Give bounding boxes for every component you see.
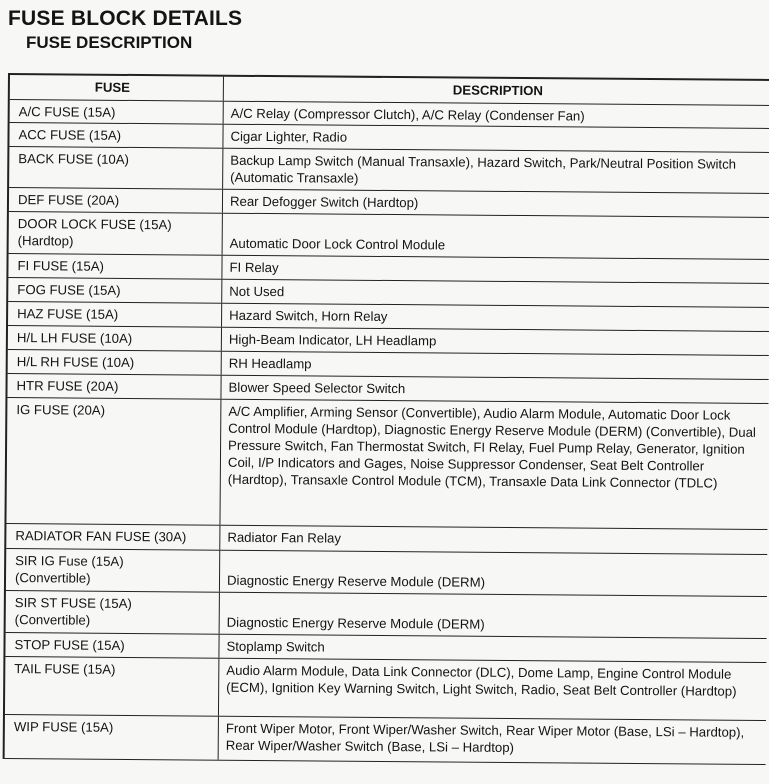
fuse-cell: ACC FUSE (15A) bbox=[9, 123, 223, 148]
description-cell: RH Headlamp bbox=[228, 355, 312, 372]
fuse-cell: H/L RH FUSE (10A) bbox=[8, 350, 222, 375]
description-cell: Cigar Lighter, Radio bbox=[230, 128, 348, 145]
table-row bbox=[9, 147, 769, 194]
table-row bbox=[5, 715, 766, 765]
fuse-cell: H/L LH FUSE (10A) bbox=[8, 326, 222, 351]
fuse-cell: SIR ST FUSE (15A) (Convertible) bbox=[6, 591, 220, 634]
fuse-cell: FI FUSE (15A) bbox=[8, 254, 222, 279]
fuse-cell: FOG FUSE (15A) bbox=[8, 278, 222, 303]
page-title: FUSE BLOCK DETAILS bbox=[8, 7, 243, 30]
fuse-cell: WIP FUSE (15A) bbox=[5, 715, 219, 760]
description-cell: Diagnostic Energy Reserve Module (DERM) bbox=[226, 572, 486, 590]
description-cell: Diagnostic Energy Reserve Module (DERM) bbox=[226, 614, 485, 632]
fuse-table bbox=[3, 73, 769, 765]
description-cell: Automatic Door Lock Control Module bbox=[229, 235, 446, 253]
fuse-cell: IG FUSE (20A) bbox=[6, 398, 221, 525]
description-cell: Not Used bbox=[229, 283, 285, 300]
fuse-cell: HTR FUSE (20A) bbox=[7, 374, 221, 399]
fuse-column-header: FUSE bbox=[10, 75, 224, 101]
table-row bbox=[9, 212, 769, 260]
description-cell: High-Beam Indicator, LH Headlamp bbox=[228, 331, 437, 349]
page-subtitle: FUSE DESCRIPTION bbox=[26, 33, 193, 52]
fuse-cell: STOP FUSE (15A) bbox=[5, 633, 219, 658]
fuse-cell: DOOR LOCK FUSE (15A) (Hardtop) bbox=[9, 212, 223, 255]
description-cell: Hazard Switch, Horn Relay bbox=[229, 307, 388, 324]
description-cell: Radiator Fan Relay bbox=[227, 529, 342, 546]
fuse-cell: BACK FUSE (10A) bbox=[9, 147, 223, 189]
description-cell: FI Relay bbox=[229, 259, 279, 276]
fuse-cell: SIR IG Fuse (15A) (Convertible) bbox=[6, 549, 220, 592]
description-cell: Front Wiper Motor, Front Wiper/Washer Switch, Rear Wiper Motor (Base, LSi – Hardtop), Rear Wiper/Washer Switch (Base, LSi – Hardtop) bbox=[225, 720, 745, 755]
description-cell: Audio Alarm Module, Data Link Connector (DLC), Dome Lamp, Engine Control Module (ECM), Ignition Key Warning Switch, Light Switch, Radio, Seat Belt Controller (Hardtop) bbox=[226, 662, 737, 699]
fuse-cell: RADIATOR FAN FUSE (30A) bbox=[6, 524, 220, 550]
description-cell: A/C Amplifier, Arming Sensor (Convertible), Audio Alarm Module, Automatic Door Lock Control Module (Hardtop), Diagnostic Energy Reserve Module (DERM) (Convertible), Dual Pressure Switch, Fan Thermostat Switch, FI Relay, Fuel Pump Relay, Generator, Ignition Coil, I/P Indicators and Gages, Noise Suppressor Condenser, Seat Belt Controller (Hardtop), Transaxle Control Module (TCM), Transaxle Data Link Connector (TDLC) bbox=[227, 403, 756, 491]
table-row bbox=[5, 657, 766, 721]
description-cell: Rear Defogger Switch (Hardtop) bbox=[229, 193, 419, 211]
description-cell: Stoplamp Switch bbox=[226, 638, 325, 655]
fuse-cell: TAIL FUSE (15A) bbox=[5, 657, 219, 716]
description-cell: Blower Speed Selector Switch bbox=[228, 379, 406, 397]
table-row bbox=[6, 398, 768, 530]
description-cell: Backup Lamp Switch (Manual Transaxle), Hazard Switch, Park/Neutral Position Switch (Automatic Transaxle) bbox=[230, 152, 737, 186]
description-column-header: DESCRIPTION bbox=[452, 82, 543, 99]
table-row bbox=[6, 591, 767, 639]
fuse-cell: HAZ FUSE (15A) bbox=[8, 302, 222, 327]
table-row bbox=[6, 549, 767, 597]
fuse-cell: DEF FUSE (20A) bbox=[9, 188, 223, 213]
description-cell: A/C Relay (Compressor Clutch), A/C Relay (Condenser Fan) bbox=[230, 105, 585, 124]
fuse-cell: A/C FUSE (15A) bbox=[10, 100, 224, 124]
